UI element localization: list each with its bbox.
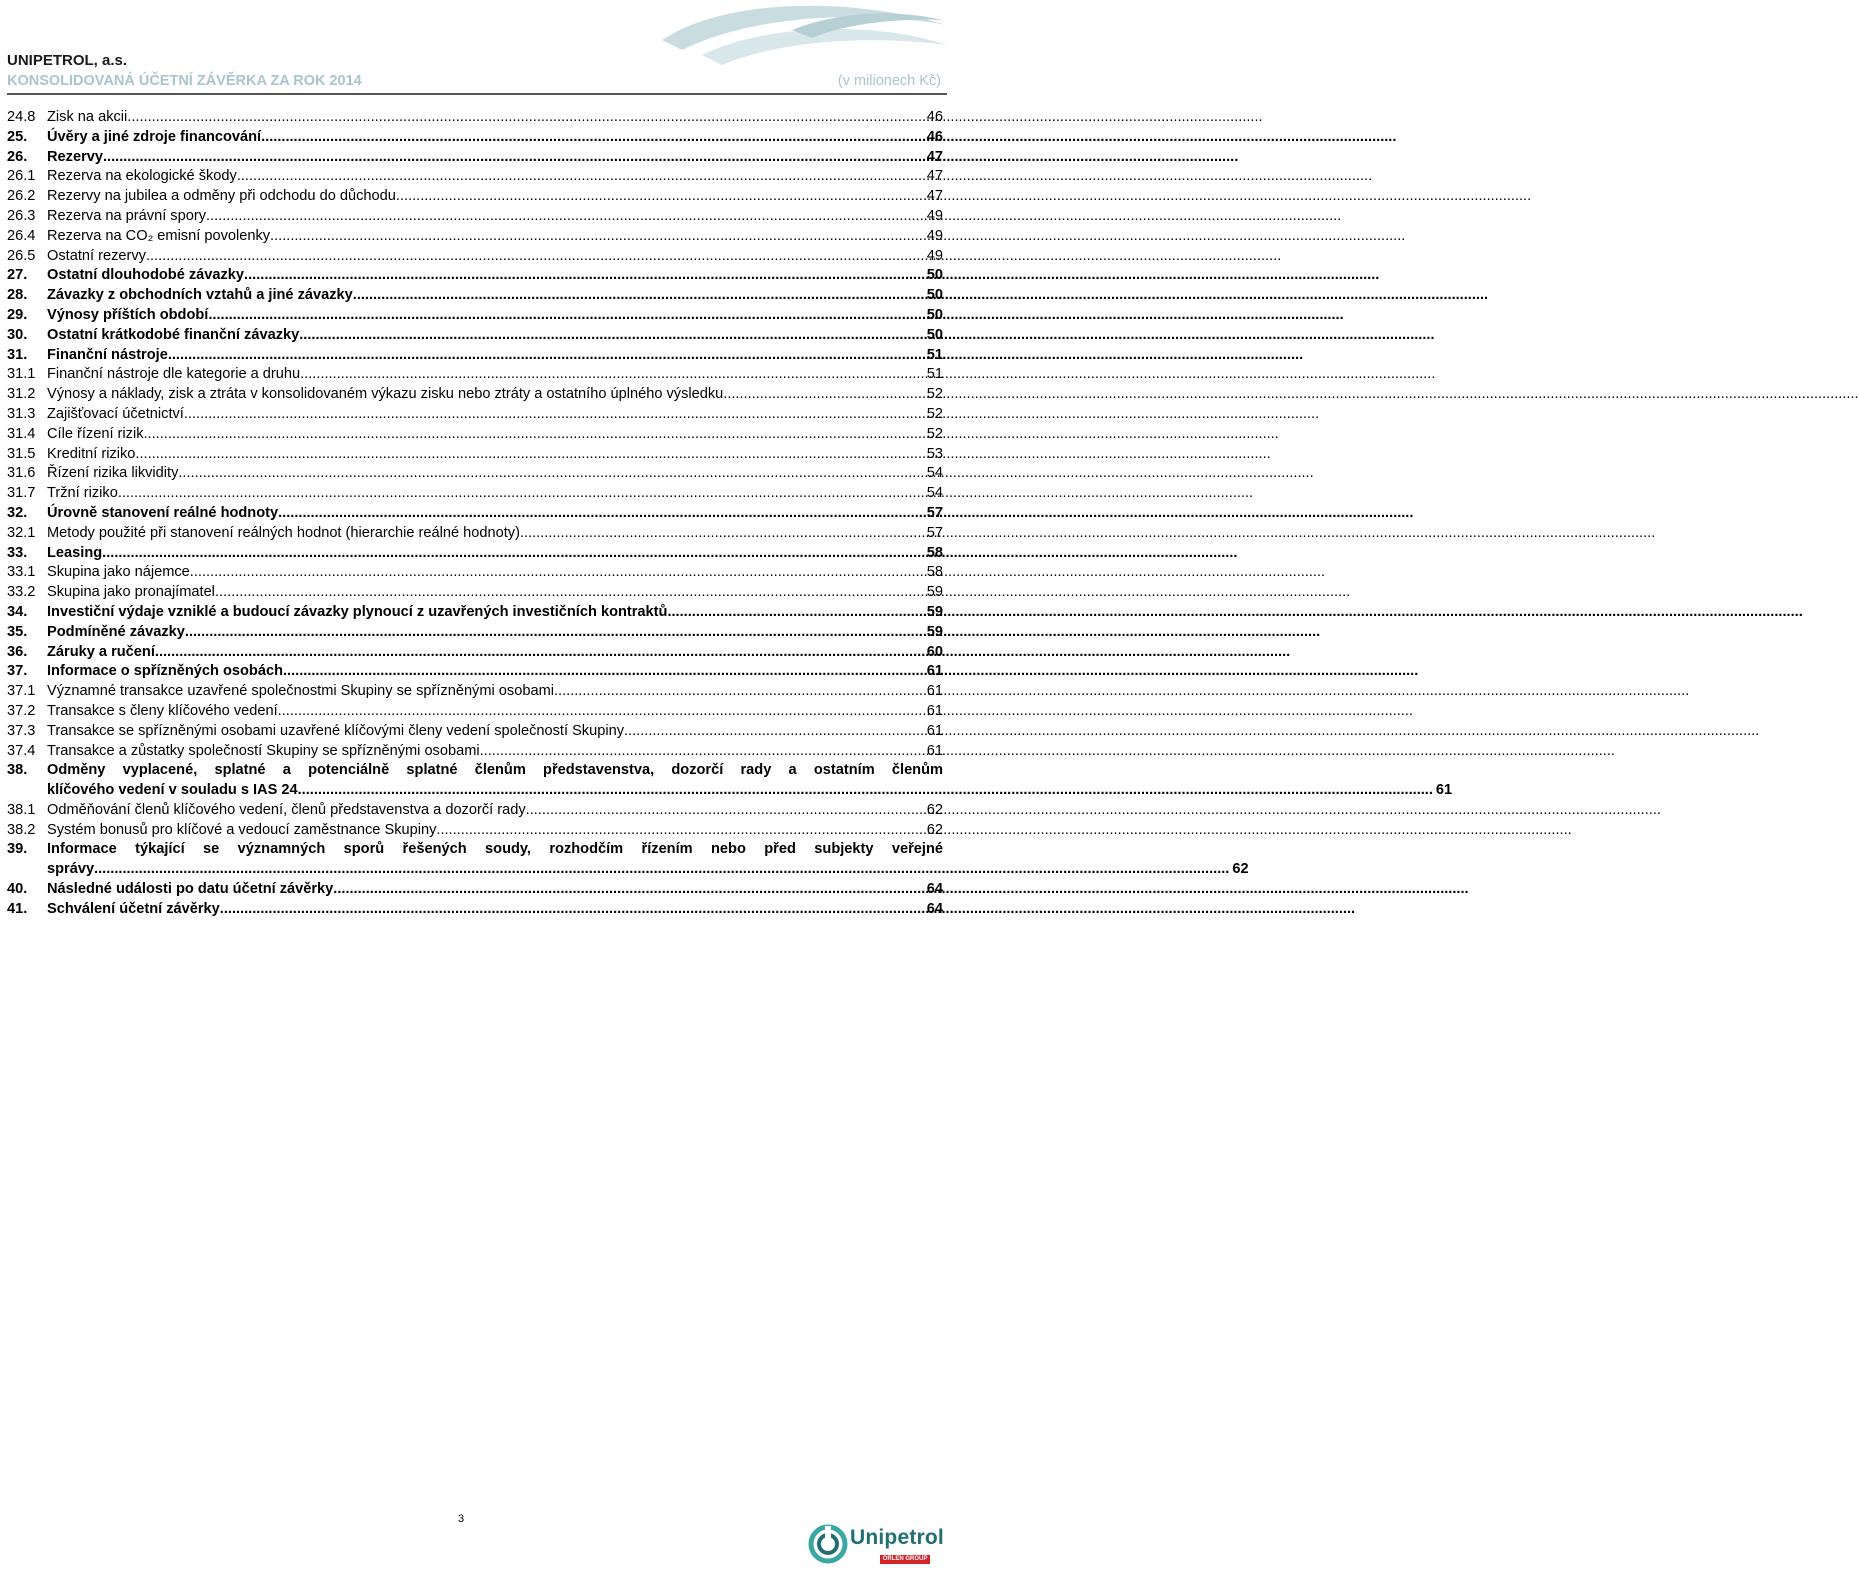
toc-leader-dots (168, 346, 924, 366)
toc-page-number: 64 (926, 900, 943, 917)
table-of-contents (7, 108, 1453, 920)
toc-title: Podmíněné závazky (47, 623, 185, 640)
toc-leader-dots (118, 484, 924, 504)
toc-page-number: 61 (926, 702, 943, 719)
toc-number: 33.2 (7, 584, 36, 601)
toc-leader-dots (480, 742, 924, 762)
toc-entry[interactable] (7, 306, 943, 326)
toc-leader-dots (283, 662, 924, 682)
toc-title: Významné transakce uzavřené společnostmi Skupiny se spřízněnými osobami (47, 683, 554, 700)
toc-title: Zisk na akcii (47, 109, 128, 125)
toc-page-number: 49 (926, 247, 943, 264)
toc-number: 26.5 (7, 247, 36, 264)
toc-leader-dots (278, 504, 924, 524)
toc-entry[interactable] (7, 187, 943, 207)
toc-entry[interactable] (7, 484, 943, 504)
toc-entry[interactable] (7, 464, 943, 484)
toc-title: Úvěry a jiné zdroje financování (47, 128, 262, 145)
toc-number: 31.4 (7, 425, 36, 442)
toc-page-number: 59 (926, 623, 943, 640)
toc-number: 39. (7, 841, 28, 858)
toc-title: Systém bonusů pro klíčové a vedoucí zaměstnance Skupiny (47, 821, 437, 838)
toc-leader-dots (94, 860, 1229, 880)
toc-title: Informace o spřízněných osobách (47, 663, 283, 680)
toc-page-number: 51 (926, 366, 943, 383)
toc-page-number: 61 (926, 683, 943, 700)
toc-entry[interactable] (7, 227, 943, 247)
toc-entry[interactable] (7, 326, 943, 346)
unipetrol-mark-icon (808, 1520, 848, 1566)
toc-number: 26.1 (7, 168, 36, 185)
unipetrol-logo (808, 1520, 944, 1568)
toc-title: Leasing (47, 544, 103, 561)
toc-number: 37.4 (7, 742, 36, 759)
toc-leader-dots (144, 425, 924, 445)
toc-number: 24.8 (7, 109, 36, 125)
toc-entry[interactable] (7, 148, 943, 168)
toc-entry[interactable] (7, 504, 943, 524)
toc-number: 31.1 (7, 366, 36, 383)
toc-entry[interactable] (7, 108, 943, 128)
toc-leader-dots (206, 207, 924, 227)
toc-title: Záruky a ručení (47, 643, 155, 660)
toc-number: 40. (7, 881, 28, 898)
toc-leader-dots (220, 900, 924, 920)
toc-leader-dots (185, 623, 924, 643)
toc-page-number: 50 (926, 267, 943, 284)
toc-leader-dots (244, 266, 924, 286)
toc-number: 28. (7, 287, 28, 304)
toc-number: 27. (7, 267, 28, 284)
toc-title: Tržní riziko (47, 485, 118, 502)
toc-number: 36. (7, 643, 28, 660)
toc-title: Výnosy a náklady, zisk a ztráta v konsolidovaném výkazu zisku nebo ztráty a ostatního úplného výsledku (47, 386, 724, 403)
toc-title: Cíle řízení rizik (47, 425, 144, 442)
toc-leader-dots (184, 405, 924, 425)
toc-number: 29. (7, 306, 28, 323)
toc-entry[interactable] (7, 405, 943, 425)
toc-leader-dots (526, 801, 924, 821)
toc-entry[interactable] (7, 385, 943, 405)
toc-number: 26.2 (7, 188, 36, 205)
toc-entry[interactable] (7, 445, 943, 465)
toc-entry-multiline[interactable] (7, 840, 1249, 880)
toc-page-number: 52 (926, 405, 943, 422)
toc-page-number: 46 (926, 109, 943, 125)
toc-page-number: 53 (926, 445, 943, 462)
toc-leader-dots (215, 583, 924, 603)
toc-entry[interactable] (7, 662, 943, 682)
toc-leader-dots (261, 128, 924, 148)
toc-number: 25. (7, 128, 28, 145)
toc-title: Odměňování členů klíčového vedení, členů představenstva a dozorčí rady (47, 801, 526, 818)
toc-entry[interactable] (7, 365, 943, 385)
toc-page-number: 47 (926, 168, 943, 185)
toc-entry[interactable] (7, 722, 943, 742)
toc-title: Kreditní riziko (47, 445, 136, 462)
page-number: 3 (457, 1513, 465, 1525)
toc-leader-dots (333, 880, 923, 900)
toc-title: Finanční nástroje dle kategorie a druhu (47, 366, 301, 383)
toc-leader-dots (624, 722, 924, 742)
company-name: UNIPETROL, a.s. (7, 52, 128, 69)
toc-title-line2: správy (47, 861, 95, 878)
toc-page-number: 58 (926, 544, 943, 561)
toc-entry[interactable] (7, 880, 943, 900)
toc-page-number: 50 (926, 326, 943, 343)
toc-number: 33. (7, 544, 28, 561)
toc-page-number: 59 (926, 603, 943, 620)
toc-entry[interactable] (7, 286, 943, 306)
toc-number: 41. (7, 900, 28, 917)
toc-number: 31.7 (7, 485, 36, 502)
toc-title: Ostatní rezervy (47, 247, 146, 264)
toc-leader-dots (190, 563, 924, 583)
toc-leader-dots (208, 306, 923, 326)
toc-page-number: 61 (1435, 782, 1453, 799)
toc-number: 31.2 (7, 386, 36, 403)
toc-title: Rezerva na ekologické škody (47, 168, 237, 185)
toc-leader-dots (127, 108, 923, 128)
toc-entry[interactable] (7, 346, 943, 366)
toc-number: 31.5 (7, 445, 36, 462)
toc-number: 26. (7, 148, 28, 165)
toc-title: Následné události po datu účetní závěrky (47, 881, 334, 898)
toc-leader-dots (436, 821, 923, 841)
toc-number: 32. (7, 504, 28, 521)
toc-title: Zajišťovací účetnictví (47, 405, 184, 422)
toc-title: Metody použité při stanovení reálných hodnot (hierarchie reálné hodnoty) (47, 524, 520, 541)
toc-page-number: 47 (926, 188, 943, 205)
toc-title: Závazky z obchodních vztahů a jiné závazky (47, 287, 353, 304)
toc-title-line1: Informace týkající se významných sporů řešených soudy, rozhodčím řízením nebo před subjekty veřejné (47, 841, 943, 858)
toc-entry[interactable] (7, 247, 943, 267)
toc-entry[interactable] (7, 128, 943, 148)
toc-leader-dots (353, 286, 924, 306)
toc-leader-dots (237, 167, 924, 187)
toc-number: 26.4 (7, 227, 36, 244)
toc-page-number: 61 (926, 722, 943, 739)
toc-title: Ostatní krátkodobé finanční závazky (47, 326, 300, 343)
toc-entry[interactable] (7, 801, 943, 821)
units-note: (v milionech Kč) (837, 73, 941, 89)
toc-title: Skupina jako nájemce (47, 564, 190, 581)
toc-page-number: 54 (926, 485, 943, 502)
report-title: KONSOLIDOVANÁ ÚČETNÍ ZÁVĚRKA ZA ROK 2014 (7, 73, 362, 89)
header-divider (7, 93, 947, 95)
toc-title: Řízení rizika likvidity (47, 465, 179, 482)
toc-number: 34. (7, 603, 28, 620)
toc-entry[interactable] (7, 425, 943, 445)
toc-entry[interactable] (7, 742, 943, 762)
toc-title: Transakce se spřízněnými osobami uzavřené klíčovými členy vedení společností Skupiny (47, 722, 624, 739)
toc-title: Rezerva na právní spory (47, 207, 206, 224)
toc-title-line2: klíčového vedení v souladu s IAS 24 (47, 782, 298, 799)
toc-number: 31. (7, 346, 28, 363)
toc-number: 37.1 (7, 683, 36, 700)
toc-leader-dots (554, 682, 924, 702)
toc-entry[interactable] (7, 702, 943, 722)
toc-title: Výnosy příštích období (47, 306, 209, 323)
toc-number: 38.2 (7, 821, 36, 838)
toc-title: Skupina jako pronajímatel (47, 584, 215, 601)
toc-title: Rezervy na jubilea a odměny při odchodu do důchodu (47, 188, 396, 205)
toc-page-number: 47 (926, 148, 943, 165)
toc-page-number: 62 (926, 801, 943, 818)
toc-title: Schválení účetní závěrky (47, 900, 220, 917)
toc-entry[interactable] (7, 207, 943, 227)
toc-entry[interactable] (7, 266, 943, 286)
toc-title: Finanční nástroje (47, 346, 168, 363)
toc-leader-dots (178, 464, 923, 484)
toc-number: 26.3 (7, 207, 36, 224)
toc-page-number: 61 (926, 742, 943, 759)
toc-page-number: 49 (926, 207, 943, 224)
decorative-swoosh-icon (642, 0, 952, 75)
toc-title: Rezerva na CO₂ emisní povolenky (47, 227, 271, 244)
toc-number: 32.1 (7, 524, 36, 541)
toc-entry[interactable] (7, 524, 943, 544)
logo-badge: ORLEN GROUP (880, 1555, 930, 1564)
toc-entry[interactable] (7, 167, 943, 187)
toc-page-number: 59 (926, 584, 943, 601)
toc-page-number: 49 (926, 227, 943, 244)
toc-leader-dots (102, 544, 924, 564)
toc-page-number: 57 (926, 524, 943, 541)
toc-page-number: 61 (926, 663, 943, 680)
toc-title-line1: Odměny vyplacené, splatné a potenciálně splatné členům představenstva, dozorčí rady a ostatním členům (47, 762, 943, 779)
toc-page-number: 52 (926, 425, 943, 442)
toc-entry[interactable] (7, 682, 943, 702)
toc-title: Rezervy (47, 148, 103, 165)
toc-number: 37.2 (7, 702, 36, 719)
toc-entry[interactable] (7, 563, 943, 583)
toc-number: 31.6 (7, 465, 36, 482)
toc-page-number: 62 (1232, 861, 1249, 878)
toc-number: 37.3 (7, 722, 36, 739)
toc-page-number: 50 (926, 287, 943, 304)
toc-leader-dots (278, 702, 924, 722)
toc-leader-dots (723, 385, 924, 405)
toc-leader-dots (146, 247, 924, 267)
toc-number: 31.3 (7, 405, 36, 422)
toc-leader-dots (270, 227, 924, 247)
toc-page-number: 50 (926, 306, 943, 323)
toc-title: Investiční výdaje vzniklé a budoucí závazky plynoucí z uzavřených investičních kontraktů (47, 603, 668, 620)
toc-leader-dots (135, 445, 923, 465)
toc-number: 38. (7, 762, 28, 779)
toc-entry[interactable] (7, 900, 943, 920)
toc-title: Transakce s členy klíčového vedení (47, 702, 278, 719)
toc-leader-dots (520, 524, 924, 544)
logo-text: Unipetrol (850, 1526, 944, 1549)
toc-page-number: 54 (926, 465, 943, 482)
toc-number: 33.1 (7, 564, 36, 581)
toc-entry[interactable] (7, 583, 943, 603)
toc-leader-dots (396, 187, 924, 207)
toc-leader-dots (155, 643, 924, 663)
toc-page-number: 64 (926, 881, 943, 898)
toc-leader-dots (299, 326, 924, 346)
toc-page-number: 60 (926, 643, 943, 660)
toc-entry[interactable] (7, 821, 943, 841)
toc-page-number: 62 (926, 821, 943, 838)
toc-leader-dots (667, 603, 923, 623)
toc-leader-dots (300, 365, 924, 385)
toc-entry[interactable] (7, 623, 943, 643)
toc-leader-dots (298, 781, 1433, 801)
toc-page-number: 51 (926, 346, 943, 363)
toc-title: Ostatní dlouhodobé závazky (47, 267, 245, 284)
toc-title: Transakce a zůstatky společností Skupiny se spřízněnými osobami (47, 742, 480, 759)
toc-page-number: 46 (926, 128, 943, 145)
toc-entry[interactable] (7, 603, 943, 623)
toc-number: 38.1 (7, 801, 36, 818)
toc-number: 30. (7, 326, 28, 343)
toc-number: 35. (7, 623, 28, 640)
toc-title: Úrovně stanovení reálné hodnoty (47, 504, 279, 521)
toc-entry-multiline[interactable] (7, 761, 1453, 801)
toc-entry[interactable] (7, 544, 943, 564)
toc-entry[interactable] (7, 643, 943, 663)
toc-number: 37. (7, 663, 28, 680)
toc-leader-dots (103, 148, 924, 168)
toc-page-number: 58 (926, 564, 943, 581)
toc-page-number: 57 (926, 504, 943, 521)
toc-page-number: 52 (926, 386, 943, 403)
